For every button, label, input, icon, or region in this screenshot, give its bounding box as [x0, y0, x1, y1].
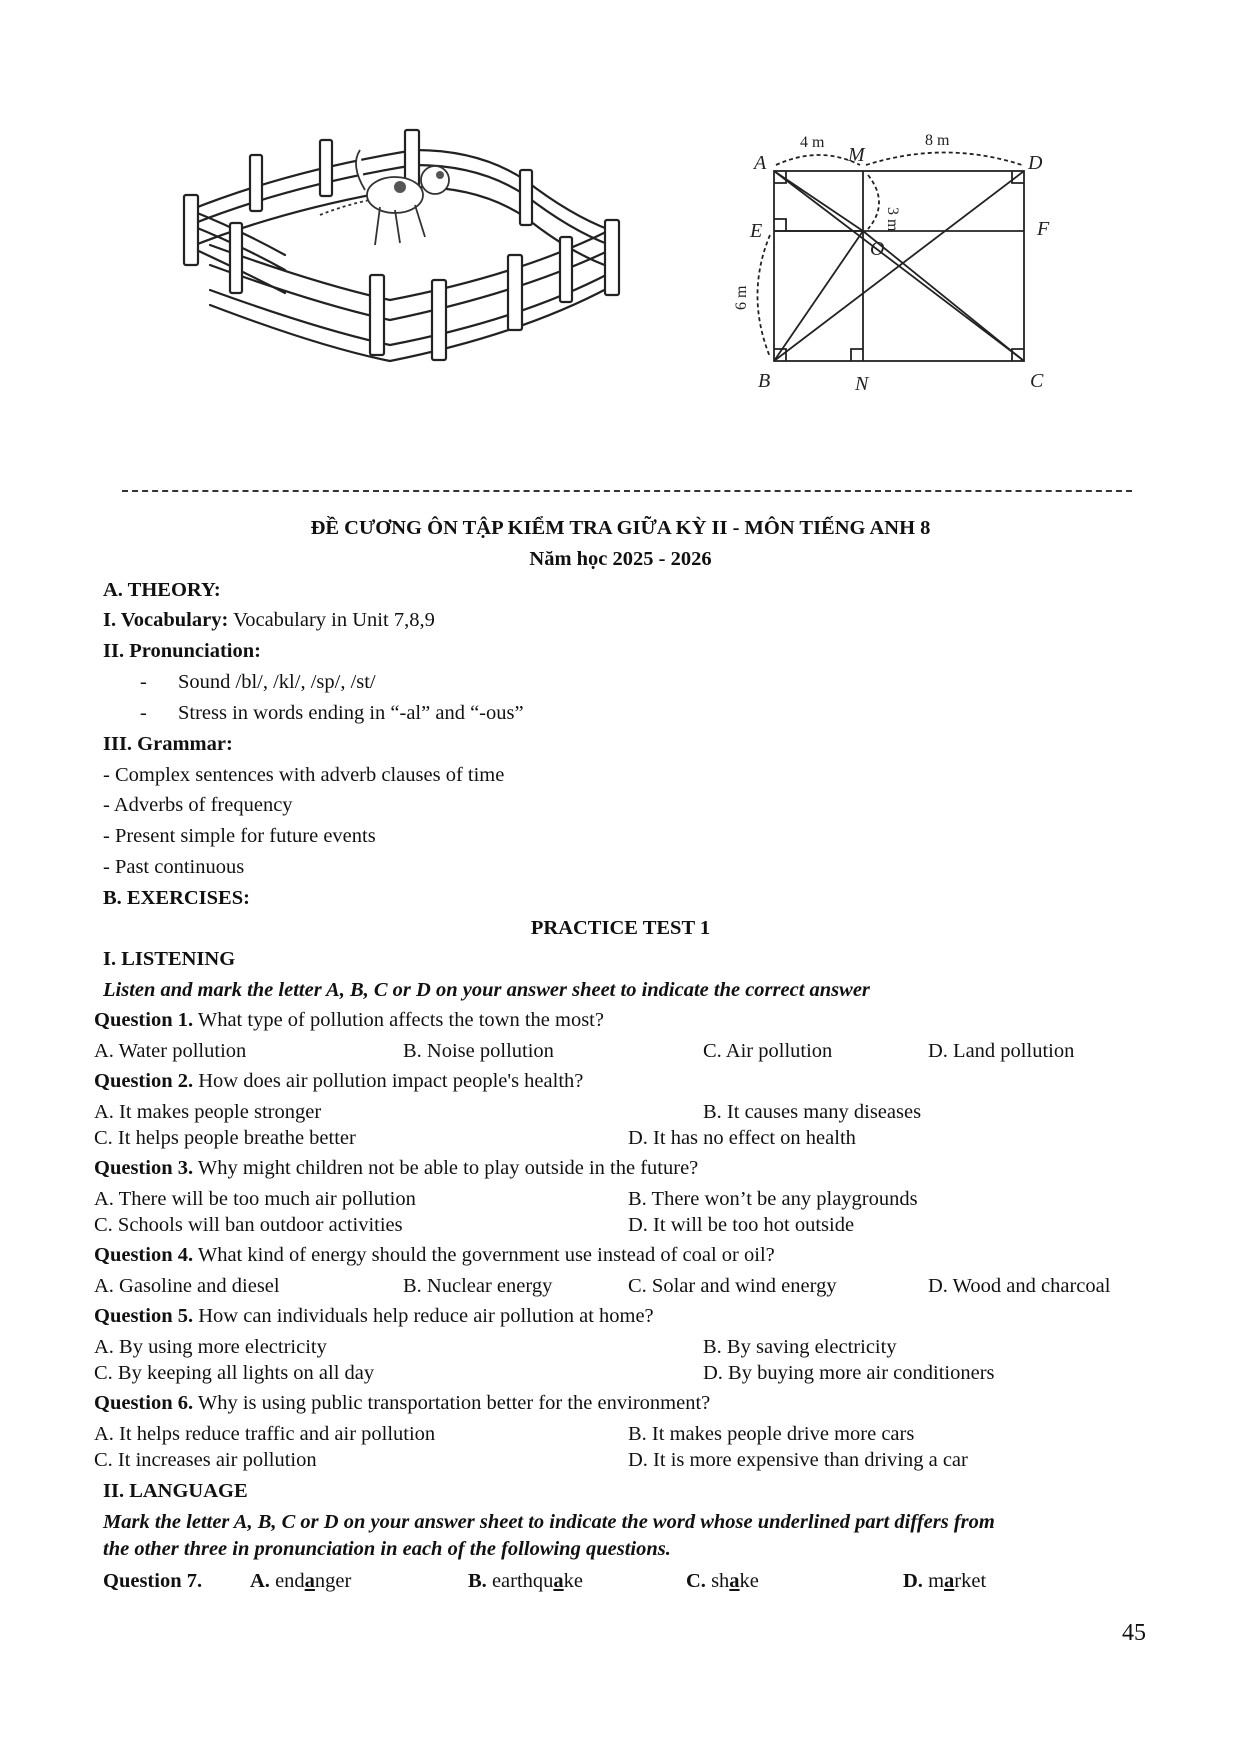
- label-a: A: [754, 152, 767, 174]
- underlined-letter: a: [553, 1570, 564, 1592]
- label-m: M: [848, 144, 865, 166]
- question-text: Why is using public transportation better for the environment?: [193, 1392, 711, 1414]
- label-c: C: [1030, 370, 1044, 392]
- underlined-letter: a: [304, 1570, 315, 1592]
- pron-item-2: Stress in words ending in “-al” and “-ous”: [178, 702, 524, 724]
- q4-option-b: B. Nuclear energy: [403, 1275, 553, 1297]
- rectangle-geometry-figure: [733, 125, 1080, 395]
- grammar-heading: III. Grammar:: [103, 733, 233, 755]
- fence-dog-illustration: [170, 125, 690, 395]
- grammar-item-4: - Past continuous: [103, 856, 245, 878]
- question-7-label: Question 7.: [103, 1570, 203, 1592]
- word-part: earthqu: [491, 1570, 554, 1592]
- question-label: Question 1.: [94, 1009, 194, 1031]
- question-label: Question 3.: [94, 1157, 194, 1179]
- language-instruction-line-2: the other three in pronunciation in each of the following questions.: [103, 1538, 671, 1560]
- label-o: O: [870, 238, 885, 260]
- word-part: ke: [739, 1570, 759, 1592]
- pron-item-1: Sound /bl/, /kl/, /sp/, /st/: [178, 671, 376, 693]
- q2-option-a: A. It makes people stronger: [94, 1101, 322, 1123]
- q4-option-d: D. Wood and charcoal: [928, 1275, 1111, 1297]
- label-md-length: 8 m: [925, 132, 950, 149]
- question-text: How does air pollution impact people's health?: [193, 1070, 584, 1092]
- option-letter: B.: [468, 1570, 487, 1592]
- q2-option-b: B. It causes many diseases: [703, 1101, 922, 1123]
- label-f: F: [1037, 218, 1050, 240]
- q4-option-c: C. Solar and wind energy: [628, 1275, 837, 1297]
- underlined-letter: a: [944, 1570, 955, 1592]
- question-label: Question 4.: [94, 1244, 194, 1266]
- label-b: B: [758, 370, 771, 392]
- question-4: [94, 1245, 775, 1266]
- vocabulary-text: Vocabulary in Unit 7,8,9: [228, 609, 435, 631]
- word-part: nger: [314, 1570, 352, 1592]
- word-part: end: [275, 1570, 305, 1592]
- q6-option-b: B. It makes people drive more cars: [628, 1423, 915, 1445]
- question-6: [94, 1393, 710, 1414]
- label-n: N: [855, 373, 869, 395]
- grammar-item-2: - Adverbs of frequency: [103, 794, 293, 816]
- label-d: D: [1028, 152, 1043, 174]
- pron-bullet: -: [140, 702, 147, 724]
- pronunciation-heading: II. Pronunciation:: [103, 640, 261, 662]
- word-part: rket: [954, 1570, 987, 1592]
- word-part: sh: [711, 1570, 730, 1592]
- question-label: Question 2.: [94, 1070, 194, 1092]
- separator-dashed-line: [122, 490, 1132, 500]
- q1-option-c: C. Air pollution: [703, 1040, 833, 1062]
- listening-heading: I. LISTENING: [103, 948, 236, 970]
- language-heading: II. LANGUAGE: [103, 1480, 248, 1502]
- word-part: m: [928, 1570, 945, 1592]
- question-text: How can individuals help reduce air pollution at home?: [193, 1305, 654, 1327]
- q3-option-b: B. There won’t be any playgrounds: [628, 1188, 918, 1210]
- question-5: [94, 1306, 654, 1327]
- question-label: Question 5.: [94, 1305, 194, 1327]
- q5-option-d: D. By buying more air conditioners: [703, 1362, 995, 1384]
- question-text: What kind of energy should the government use instead of coal or oil?: [193, 1244, 775, 1266]
- q6-option-a: A. It helps reduce traffic and air pollution: [94, 1423, 436, 1445]
- vocabulary-line: [103, 610, 435, 631]
- question-text: Why might children not be able to play outside in the future?: [193, 1157, 699, 1179]
- practice-test-title: PRACTICE TEST 1: [530, 917, 711, 939]
- q1-option-b: B. Noise pollution: [403, 1040, 554, 1062]
- q5-option-a: A. By using more electricity: [94, 1336, 327, 1358]
- q7-option-b: [468, 1571, 583, 1592]
- q5-option-b: B. By saving electricity: [703, 1336, 897, 1358]
- option-letter: A.: [250, 1570, 270, 1592]
- q3-option-a: A. There will be too much air pollution: [94, 1188, 416, 1210]
- label-eb-length: 6 m: [733, 285, 750, 310]
- q6-option-c: C. It increases air pollution: [94, 1449, 317, 1471]
- q3-option-d: D. It will be too hot outside: [628, 1214, 855, 1236]
- question-1: [94, 1010, 604, 1031]
- school-year: Năm học 2025 - 2026: [529, 548, 712, 570]
- q4-option-a: A. Gasoline and diesel: [94, 1275, 280, 1297]
- pron-bullet: -: [140, 671, 147, 693]
- q1-option-a: A. Water pollution: [94, 1040, 247, 1062]
- vocabulary-label: I. Vocabulary:: [103, 609, 229, 631]
- question-2: [94, 1071, 583, 1092]
- page-number: 45: [1122, 1620, 1146, 1646]
- q2-option-d: D. It has no effect on health: [628, 1127, 856, 1149]
- theory-heading: A. THEORY:: [103, 579, 221, 601]
- word-part: ke: [563, 1570, 584, 1592]
- exercises-heading: B. EXERCISES:: [103, 887, 250, 909]
- q7-option-d: [903, 1571, 986, 1592]
- grammar-item-1: - Complex sentences with adverb clauses of time: [103, 764, 505, 786]
- label-e: E: [750, 220, 763, 242]
- option-letter: D.: [903, 1570, 923, 1592]
- question-label: Question 6.: [94, 1392, 194, 1414]
- q7-option-a: [250, 1571, 351, 1592]
- option-letter: C.: [686, 1570, 706, 1592]
- underlined-letter: a: [729, 1570, 740, 1592]
- document-title: ĐỀ CƯƠNG ÔN TẬP KIỂM TRA GIỮA KỲ II - MÔN TIẾNG ANH 8: [310, 517, 931, 539]
- grammar-item-3: - Present simple for future events: [103, 825, 376, 847]
- q2-option-c: C. It helps people breathe better: [94, 1127, 356, 1149]
- label-mo-length: 3 m: [884, 207, 901, 232]
- q7-option-c: [686, 1571, 759, 1592]
- q3-option-c: C. Schools will ban outdoor activities: [94, 1214, 403, 1236]
- listening-instruction: Listen and mark the letter A, B, C or D on your answer sheet to indicate the correct answer: [103, 979, 870, 1001]
- language-instruction-line-1: Mark the letter A, B, C or D on your answer sheet to indicate the word whose underlined part differs from: [103, 1511, 995, 1533]
- question-text: What type of pollution affects the town the most?: [193, 1009, 604, 1031]
- q1-option-d: D. Land pollution: [928, 1040, 1075, 1062]
- label-am-length: 4 m: [800, 134, 825, 151]
- q6-option-d: D. It is more expensive than driving a car: [628, 1449, 968, 1471]
- q5-option-c: C. By keeping all lights on all day: [94, 1362, 375, 1384]
- question-3: [94, 1158, 698, 1179]
